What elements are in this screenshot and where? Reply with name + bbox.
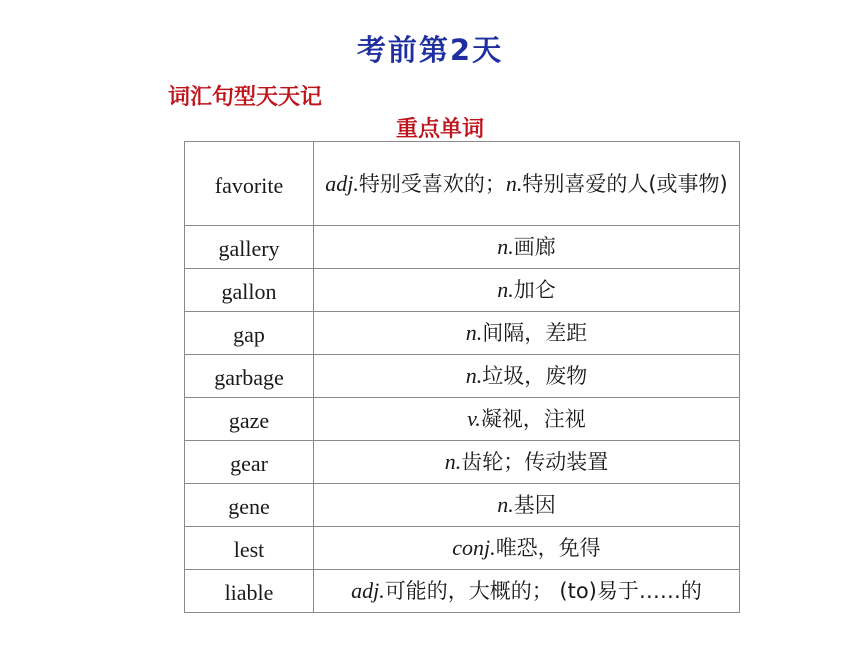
vocab-word: gap (185, 312, 314, 355)
vocab-word: gear (185, 441, 314, 484)
table-row (185, 226, 740, 269)
table-row (185, 570, 740, 613)
table-row (185, 142, 740, 226)
part-of-speech: n. (497, 492, 514, 517)
part-of-speech: n. (497, 277, 514, 302)
vocab-definition (314, 570, 740, 613)
vocab-word: gallon (185, 269, 314, 312)
definition-text: 加仑 (513, 278, 556, 302)
table-row (185, 441, 740, 484)
definition-text: 凝视，注视 (480, 407, 586, 431)
vocab-word: garbage (185, 355, 314, 398)
definition-text: 齿轮；传动装置 (461, 450, 609, 474)
vocab-definition (314, 398, 740, 441)
part-of-speech: n. (465, 363, 483, 388)
table-row (185, 484, 740, 527)
definition-text: 唯恐，免得 (495, 536, 601, 560)
vocab-definition (314, 484, 740, 527)
definition-text: 间隔，差距 (482, 321, 588, 345)
table-row (185, 398, 740, 441)
definition-text: 垃圾，废物 (482, 364, 588, 388)
part-of-speech: v. (467, 406, 481, 431)
part-of-speech: n. (497, 234, 514, 259)
vocab-definition (314, 355, 740, 398)
vocab-definition (314, 527, 740, 570)
table-caption: 重点单词 (395, 117, 484, 142)
vocab-definition (314, 269, 740, 312)
table-row (185, 527, 740, 570)
table-row (185, 269, 740, 312)
definition-text: 画廊 (513, 235, 556, 259)
part-of-speech: adj. (351, 578, 385, 603)
page-title: 考前第2天 (356, 33, 504, 67)
vocab-word: gene (185, 484, 314, 527)
section-heading: 词汇句型天天记 (168, 85, 323, 110)
definition-text: 基因 (513, 493, 556, 517)
vocab-word: gaze (185, 398, 314, 441)
vocabulary-table (184, 141, 740, 613)
vocab-word: liable (185, 570, 314, 613)
vocab-word: gallery (185, 226, 314, 269)
vocab-definition (314, 142, 740, 226)
definition-text: 特别受喜欢的； (358, 171, 506, 196)
table-row (185, 312, 740, 355)
part-of-speech: n. (444, 449, 462, 474)
vocab-definition (314, 441, 740, 484)
part-of-speech: n. (465, 320, 483, 345)
vocab-word: lest (185, 527, 314, 570)
vocab-definition (314, 312, 740, 355)
part-of-speech: conj. (452, 535, 496, 560)
part-of-speech: adj. (325, 170, 359, 196)
definition-text: 特别喜爱的人(或事物) (522, 171, 728, 196)
part-of-speech: n. (505, 170, 523, 196)
table-row (185, 355, 740, 398)
vocab-word: favorite (185, 142, 314, 226)
definition-text: 可能的，大概的； (to)易于……的 (384, 579, 702, 603)
vocab-definition (314, 226, 740, 269)
